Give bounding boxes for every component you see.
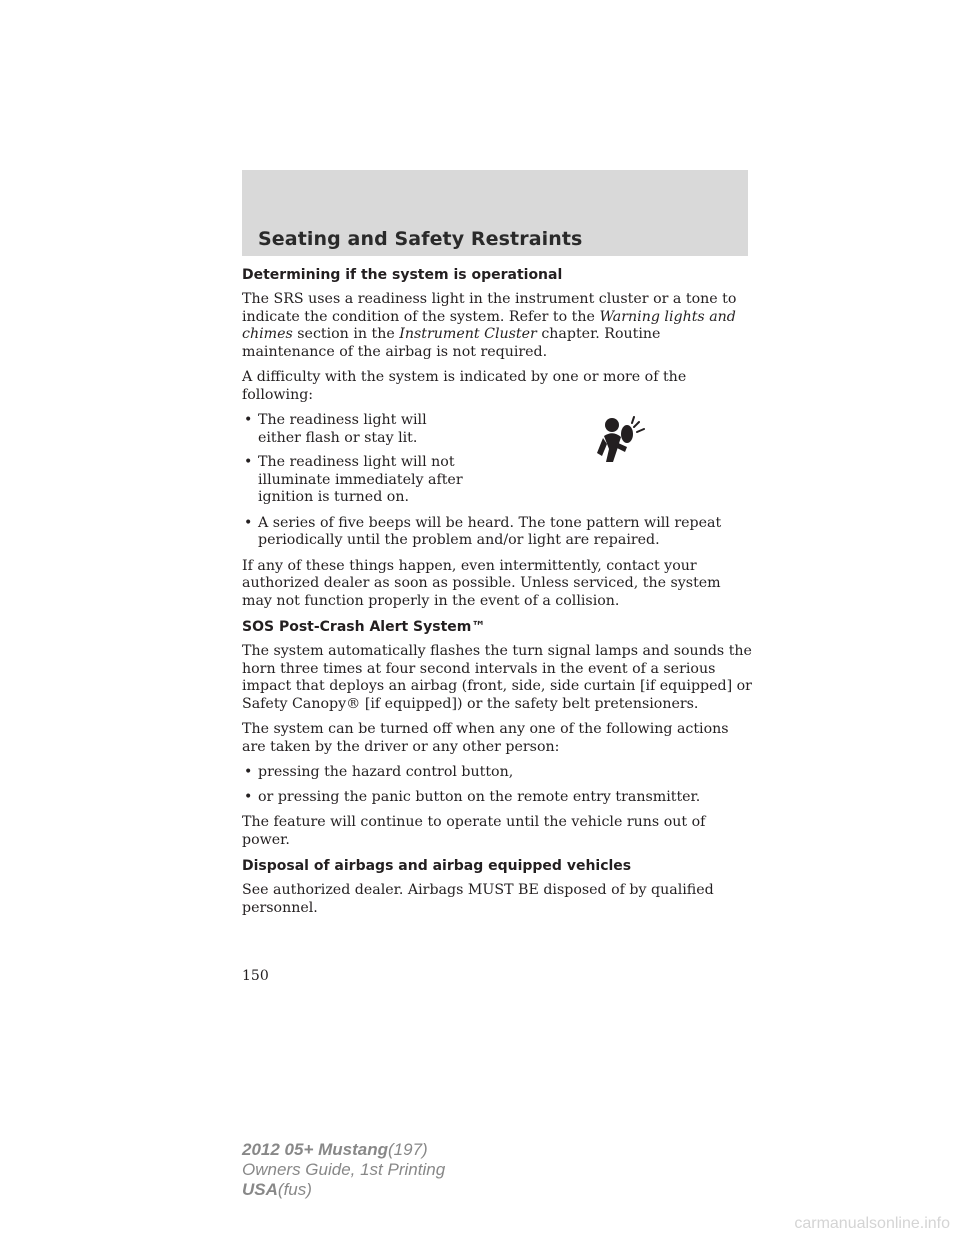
indicator-list <box>242 412 752 507</box>
heading-disposal: Disposal of airbags and airbag equipped vehicles <box>242 858 632 874</box>
paragraph-sos-description: The system automatically flashes the turn signal lamps and sounds the horn three times at four second intervals in the event of a serious impact that deploys an airbag (front, side, side curtain [if equipped] or Safety Canopy® [if equipped]) or the safety belt pretensioners. <box>242 643 752 712</box>
ref-instrument-cluster: Instrument Cluster <box>399 326 537 342</box>
footer-market-code: (fus) <box>277 1180 312 1199</box>
list-item-text: A series of five beeps will be heard. The tone pattern will repeat periodically until the problem and/or light are repaired. <box>258 514 722 548</box>
paragraph-contact-dealer: If any of these things happen, even intermittently, contact your authorized dealer as soon as possible. Unless serviced, the system may not function properly in the event of a collision. <box>242 557 721 609</box>
list-item <box>242 515 752 550</box>
list-item-text: pressing the hazard control button, <box>258 764 514 780</box>
bullet-marker: • <box>244 764 253 780</box>
heading-operational: Determining if the system is operational <box>242 267 563 283</box>
text-fragment: chapter. Routine maintenance of the airbag is not required. <box>242 326 661 360</box>
text-fragment: section in the <box>297 326 395 342</box>
bullet-marker: • <box>244 412 253 428</box>
page-content <box>242 266 752 925</box>
bullet-marker: • <box>244 788 253 805</box>
paragraph-disposal: See authorized dealer. Airbags MUST BE disposed of by qualified personnel. <box>242 882 714 916</box>
list-item-text: The readiness light will not illuminate immediately after ignition is turned on. <box>258 454 463 505</box>
paragraph-power: The feature will continue to operate until the vehicle runs out of power. <box>242 814 706 848</box>
print-footer <box>242 1140 445 1200</box>
list-item <box>242 764 752 782</box>
footer-model: 2012 05+ Mustang <box>242 1140 388 1159</box>
footer-code: (197) <box>388 1140 428 1159</box>
list-item <box>242 412 470 447</box>
footer-market: USA <box>242 1180 278 1199</box>
footer-edition: Owners Guide, 1st Printing <box>242 1160 446 1179</box>
bullet-area-with-icon <box>242 412 752 507</box>
paragraph-difficulty: A difficulty with the system is indicated by one or more of the following: <box>242 369 687 403</box>
text-fragment: The SRS uses a readiness light in the instrument cluster or a tone to indicate the condition of the system. Refer to the <box>242 291 737 325</box>
page-number: 150 <box>242 968 269 984</box>
list-item-text: or pressing the panic button on the remote entry transmitter. <box>258 788 701 805</box>
section-title: Seating and Safety Restraints <box>258 228 583 250</box>
watermark: carmanualsonline.info <box>794 1215 950 1232</box>
list-item <box>242 789 752 807</box>
heading-sos: SOS Post-Crash Alert System™ <box>242 619 486 635</box>
list-item <box>242 454 470 507</box>
paragraph-turn-off: The system can be turned off when any one of the following actions are taken by the driver or any other person: <box>242 721 729 755</box>
list-item-text: The readiness light will either flash or stay lit. <box>258 412 427 446</box>
paragraph-srs <box>242 291 752 361</box>
ref-warning-lights: Warning lights and chimes <box>242 308 736 342</box>
bullet-marker: • <box>244 514 253 531</box>
turn-off-list <box>242 764 752 806</box>
indicator-list-continued <box>242 515 752 550</box>
airbag-warning-icon <box>594 416 648 466</box>
bullet-marker: • <box>244 454 253 470</box>
section-header-band <box>242 170 748 256</box>
